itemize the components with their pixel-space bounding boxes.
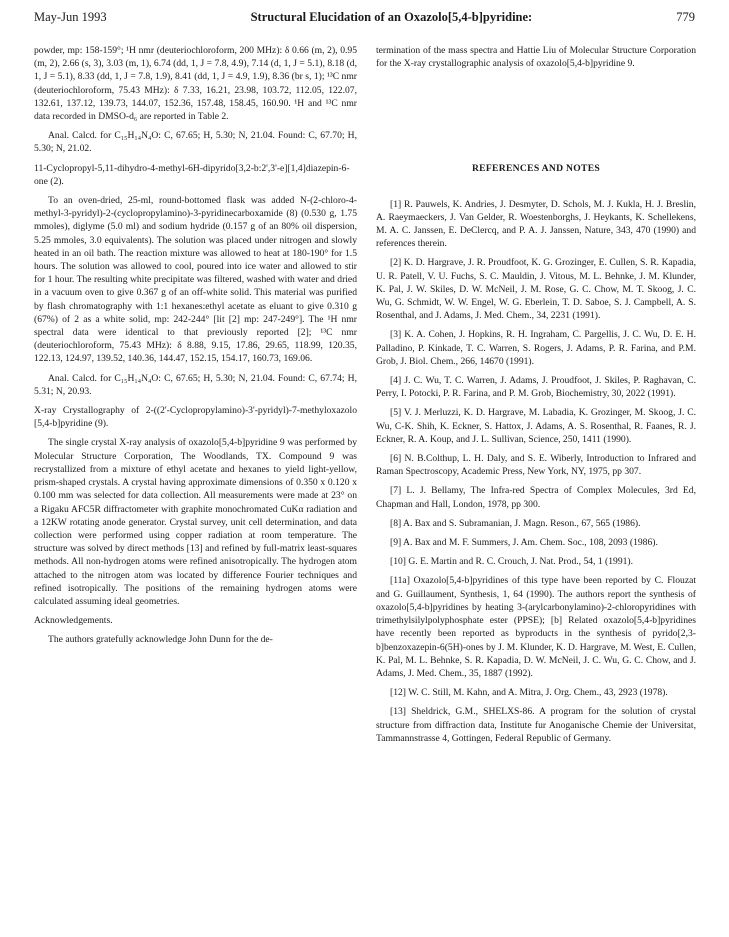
reference-item: [9] A. Bax and M. F. Summers, J. Am. Chem. Soc., 108, 2093 (1986). (390, 537, 658, 549)
reference-item: [1] R. Pauwels, K. Andries, J. Desmyter, D. Schols, M. J. Kukla, H. J. Breslin, A. Raeymaeckers, J. Van Gelder, R. Woestenborghs, J. Heykants, K. Schellekens, M. A. C. Janssen, E. DeClercq, and P. A. J. Janssen, Nature, 343, 470 (1990) and references therein. (376, 198, 696, 250)
reference-item: [6] N. B.Colthup, L. H. Daly, and S. E. Wiberly, Introduction to Infrared and Raman Spectroscopy, Academic Press, New York, NY, 1975, pp 307. (376, 453, 696, 478)
xray-heading: X-ray Crystallography of 2-((2'-Cyclopropylamino)-3'-pyridyl)-7-methyloxazolo [5,4-b]pyridine (9). (34, 405, 357, 430)
compound-2-heading: 11-Cyclopropyl-5,11-dihydro-4-methyl-6H-dipyrido[3,2-b:2',3'-e][1,4]diazepin-6-one (2). (34, 162, 350, 187)
reference-item: [5] V. J. Merluzzi, K. D. Hargrave, M. Labadia, K. Grozinger, M. Skoog, J. C. Wu, C-K. Shih, K. Eckner, S. Hattox, J. Adams, A. S. Rosenthal, R. Faanes, R. J. Eckner, R. A. Koup, and J. L. Sullivan, Science, 250, 1411 (1990). (376, 407, 696, 445)
right-column (376, 44, 696, 751)
reference-item: [7] L. J. Bellamy, The Infra-red Spectra of Complex Molecules, 3rd Ed, Chapman and Hall, London, 1978, pp 300. (376, 485, 696, 510)
reference-item: [11a] Oxazolo[5,4-b]pyridines of this type have been reported by C. Flouzat and G. Guillaument, Synthesis, 1, 64 (1990). The authors report the synthesis of oxazolo[5,4-b]pyridines by heating 3-(arylcarbonylamino)-2-chloropyridines with trimethylsilylpolyphosphate ester (PPSE); [b] Related oxazolo[5,4-b]pyridines have recently been reported as byproducts in the synthesis of pyrido[2,3-b]benzoxazepin-6(5H)-ones by J. M. Klunder, K. D. Hargrave, M. West, E. Cullen, K. Pal, M. L. Behnke, S. R. Kapadia, D. W. McNeil, J. C. Wu, G. C. Chow, and J. Adams, J. Med. Chem., 35, 1887 (1992). (376, 575, 696, 679)
xray-paragraph: The single crystal X-ray analysis of oxazolo[5,4-b]pyridine 9 was performed by Molecular Structure Corporation, The Woodlands, TX. Compound 9 was recrystallized from a mixture of ethyl acetate and hexanes to yield light-yellow, prism-shaped crystals. A crystal having approximate dimensions of 0.350 x 0.120 x 0.100 mm was selected for data collection. All measurements were made at 23° on a Rigaku AFC5R diffractometer with graphite monochromated CuKα radiation and a 12KW rotating anode generator. Crystal survey, unit cell determination, and data collection were performed using copper radiation at room temperature. The structure was solved by direct methods [13] and refined by full-matrix least-squares methods. All non-hydrogen atoms were refined anisotropically. The hydrogen atom attached to the nitrogen atom was located by difference Fourier techniques and refined isotropically. The positions of the remaining hydrogen atoms were calculated assuming ideal geometries. (34, 437, 357, 607)
analysis-paragraph-2: Anal. Calcd. for C₁₅H₁₄N₄O: C, 67.65; H, 5.30; N, 21.04. Found: C, 67.74; H, 5.31; N, 20.93. (34, 372, 357, 397)
issue-date: May-Jun 1993 (34, 10, 107, 24)
reference-item: [13] Sheldrick, G.M., SHELXS-86. A program for the solution of crystal structure from diffraction data, Institute fur Anoganische Chemie der Universitat, Tammannstrasse 4, Gottingen, Federal Republic of Germany. (376, 706, 696, 744)
references-list (376, 198, 696, 745)
reference-item: [4] J. C. Wu, T. C. Warren, J. Adams, J. Proudfoot, J. Skiles, P. Raghavan, C. Perry, I. Potocki, P. R. Farina, and P. M. Grob, Biochemistry, 30, 2022 (1991). (376, 375, 696, 400)
acknowledgements-paragraph: The authors gratefully acknowledge John Dunn for the de- (48, 634, 273, 646)
references-heading: REFERENCES AND NOTES (471, 163, 601, 175)
acknowledgements-continued: termination of the mass spectra and Hattie Liu of Molecular Structure Corporation for the X-ray crystallographic analysis of oxazolo[5,4-b]pyridine 9. (376, 45, 696, 70)
reference-item: [2] K. D. Hargrave, J. R. Proudfoot, K. G. Grozinger, E. Cullen, S. R. Kapadia, U. R. Patell, V. U. Fuchs, S. C. Mauldin, J. Vitous, M. L. Behnke, J. M. Klunder, K. Pal, J. W. Skiles, D. W. McNeil, J. M. Rose, G. C. Chow, M. T. Skoog, J. C. Wu, G. Schmidt, W. W. Engel, W. G. Eberlein, T. D. Saboe, S. J. Campbell, A. S. Rosenthal, and J. Adams, J. Med. Chem., 34, 2231 (1991). (376, 257, 696, 322)
left-column (34, 44, 357, 653)
running-header (34, 10, 695, 30)
reference-item: [3] K. A. Cohen, J. Hopkins, R. H. Ingraham, C. Pargellis, J. C. Wu, D. E. H. Palladino, P. Kinkade, T. C. Warren, S. Rogers, J. Adams, P. R. Farina, and P.M. Grob, J. Biol. Chem., 266, 14670 (1991). (376, 329, 696, 367)
analysis-paragraph: Anal. Calcd. for C₁₅H₁₄N₄O: C, 67.65; H, 5.30; N, 21.04. Found: C, 67.70; H, 5.30; N, 21.02. (34, 130, 357, 155)
page-number: 779 (676, 10, 695, 24)
reference-item: [8] A. Bax and S. Subramanian, J. Magn. Reson., 67, 565 (1986). (390, 517, 641, 529)
nmr-data-paragraph: powder, mp: 158-159°; ¹H nmr (deuteriochloroform, 200 MHz): δ 0.66 (m, 2), 0.95 (m, 2), 2.66 (s, 3), 3.03 (m, 1), 6.74 (dd, 1, J = 7.8, 4.9), 7.14 (d, 1, J = 5.1), 8.18 (d, 1, J = 5.1), 8.33 (dd, 1, J = 7.8, 1.9), 8.41 (dd, 1, J = 4.9, 1.9), 8.36 (br s, 1); ¹³C nmr (deuteriochloroform, 75.43 MHz): δ 7.33, 16.21, 23.98, 103.72, 112.05, 122.07, 132.61, 137.12, 139.73, 144.07, 152.36, 157.48, 158.45, 160.90. ¹H and ¹³C nmr data recorded in DMSO-d₆ are reported in Table 2. (34, 45, 357, 123)
acknowledgements-heading: Acknowledgements. (34, 615, 113, 627)
reference-item: [10] G. E. Martin and R. C. Crouch, J. Nat. Prod., 54, 1 (1991). (390, 556, 634, 568)
synthesis-paragraph: To an oven-dried, 25-ml, round-bottomed flask was added N-(2-chloro-4-methyl-3-pyridyl)-2-(cyclopropylamino)-3-pyridinecarboxamide (8) (0.530 g, 1.75 mmoles), diglyme (5.0 ml) and sodium hydride (0.157 g of an 80% oil dispersion, 5.25 mmoles, 3.0 equivalents). The solution was placed under nitrogen and slowly heated in an oil bath. The reaction mixture was allowed to heat at 180-190° for 1.5 hours. The solution was allowed to cool, poured into ice water and allowed to stir for 1 hour. The resulting white precipitate was filtered, washed with water and dried in a vacuum oven to give 0.367 g of an off-white solid. This material was purified by flash chromatography with 1:1 hexanes:ethyl acetate as eluant to give 0.310 g (67%) of 2 as a white solid, mp: 242-244° [lit [2] mp: 247-249°]. The ¹H nmr spectral data were identical to that previously reported [2]; ¹³C nmr (deuteriochloroform, 75.43 MHz): δ 8.88, 9.15, 17.86, 29.65, 118.99, 120.35, 122.13, 124.97, 139.52, 140.36, 144.47, 152.15, 154.17, 160.73, 169.06. (34, 195, 357, 365)
running-title: Structural Elucidation of an Oxazolo[5,4-b]pyridine: (250, 10, 533, 24)
reference-item: [12] W. C. Still, M. Kahn, and A. Mitra, J. Org. Chem., 43, 2923 (1978). (390, 687, 668, 699)
